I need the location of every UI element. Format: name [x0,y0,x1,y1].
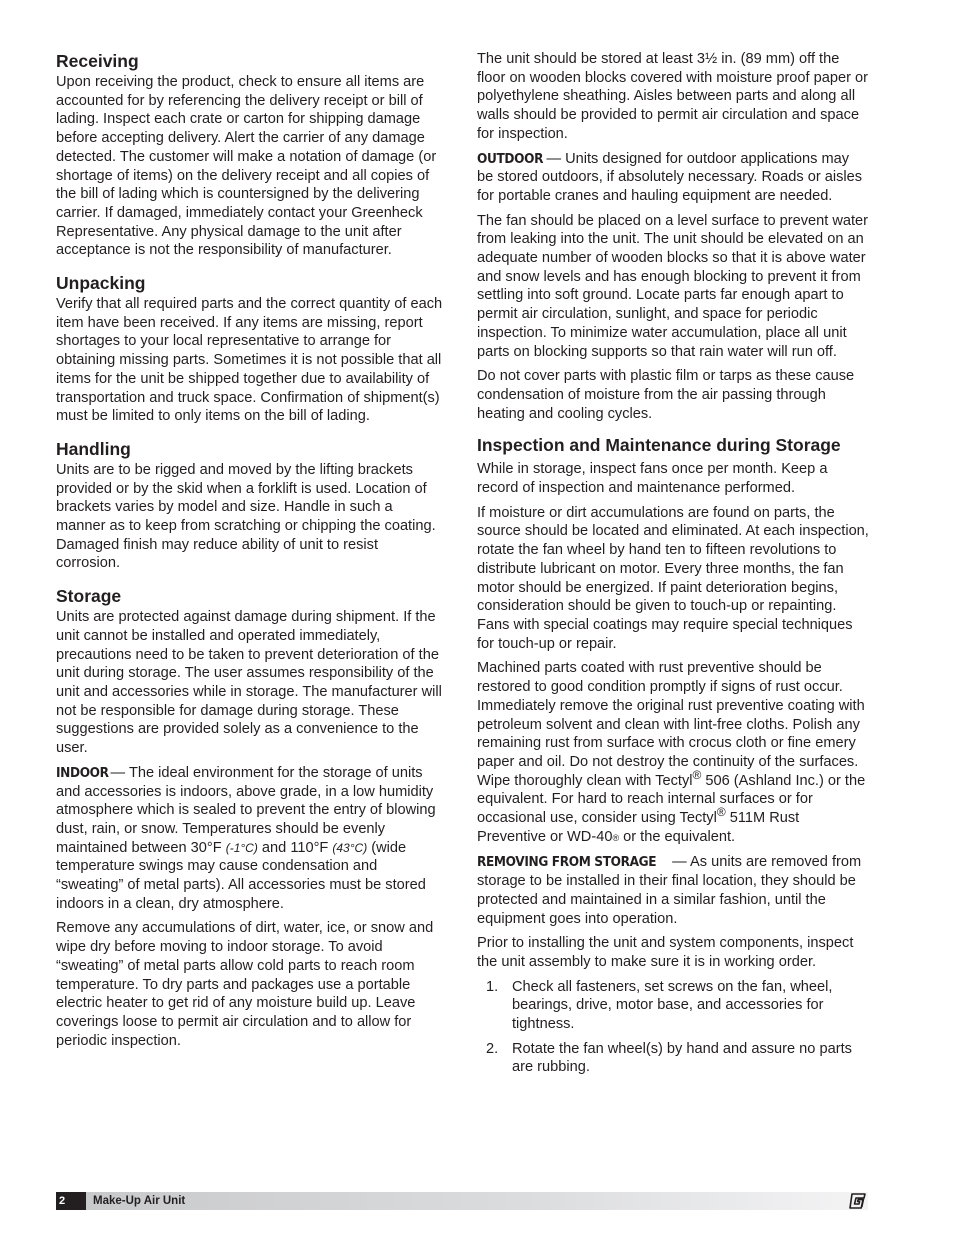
receiving-heading: Receiving [56,51,139,71]
registered-mark-3: ® [612,832,620,843]
handling-section [56,438,446,573]
indoor-label: INDOOR [56,764,109,781]
outdoor-label: OUTDOOR [477,150,544,167]
indoor-text-b: and 110°F [257,839,333,856]
indoor-paragraph [56,764,446,914]
list-item-text: Rotate the fan wheel(s) by hand and assure no parts are rubbing. [512,1040,852,1076]
registered-mark-2: ® [716,805,726,820]
indoor-celsius-high: (43°C) [332,840,368,855]
storage-heading: Storage [56,586,122,607]
remove-accumulations-paragraph: Remove any accumulations of dirt, water, ice, or snow and wipe dry before moving to indoor storage. To avoid “sweating” of metal parts allow cold parts to reach room temperature. To dry parts and packages use a portable electric heater to get rid of any moisture build up. Leave coverings loose to permit air circulation and to allow for periodic inspection. [56,920,434,1049]
handling-heading: Handling [56,438,131,459]
list-item [477,978,869,1034]
fan-placement-paragraph: The fan should be placed on a level surface to prevent water from leaking into the unit. The unit should be elevated on an adequate number of wooden blocks so that it is above water and snow levels and has enough blocking to prevent it from settling into soft ground. Locate parts far enough apart to permit air circulation, sunlight, and space for periodic inspection. To minimize water accumulation, place all unit parts on blocking supports so that rain water will run off. [477,212,869,360]
storage-section [56,585,446,1050]
receiving-body: Upon receiving the product, check to ensure all items are accounted for by referencing the delivery receipt or bill of lading. Inspect each crate or carton for shipping damage before accepting delivery. Alert the carrier of any damage detected. The customer will make a notation of damage (or shortage of items) on the delivery receipt and all copies of the bill of lading which is countersigned by the delivering carrier. If damaged, immediately contact your Greenheck Representative. Any physical damage to the unit after acceptance is not the responsibility of manufacturer. [56,74,437,259]
indoor-dash: — [106,764,129,781]
inspection-p2: If moisture or dirt accumulations are found on parts, the source should be located and eliminated. At each inspection, rotate the fan wheel by hand ten to fifteen revolutions to distribute lubricant on motor. Every three months, the fan motor should be energized. If paint deterioration begins, consideration should be given to touch-up or repainting. Fans with special coatings may require special techniques for touch-up or repair. [477,504,869,652]
checklist [477,978,869,1078]
cover-parts-paragraph: Do not cover parts with plastic film or tarps as these cause condensation of moisture from the air passing through heating and cooling cycles. [477,368,855,422]
inspection-p1: While in storage, inspect fans once per month. Keep a record of inspection and maintenance performed. [477,461,828,497]
indoor-text-c: (wide temperature swings may cause condensation and “sweating” of metal parts). All accessories must be stored indoors in a clean, dry atmosphere. [56,839,426,912]
outdoor-paragraph [477,150,869,206]
inspection-p3-c: 511M Rust Preventive or WD-40 [477,810,800,845]
inspection-p3-b: 506 (Ashland Inc.) or the equivalent. For hard to reach internal surfaces or for occasional use, consider using Tectyl [477,772,866,827]
unpacking-heading: Unpacking [56,273,146,294]
unpacking-section [56,272,446,426]
left-column [56,50,446,1056]
greenheck-g-logo-icon [849,1193,867,1209]
inspection-section [477,434,869,847]
page-number: 2 [56,1192,86,1210]
inspection-p3 [477,659,869,847]
inspection-heading: Inspection and Maintenance during Storage [477,435,841,456]
outdoor-text: Units designed for outdoor applications may be stored outdoors, if absolutely necessary. Roads or aisles for portable cranes and hauling equipment are needed. [477,150,863,204]
list-item [477,1040,869,1077]
indoor-celsius-low: (-1°C) [225,840,258,855]
list-item-number: 2. [486,1040,499,1057]
stored-off-floor-paragraph: The unit should be stored at least 3½ in. (89 mm) off the floor on wooden blocks covered with moisture proof paper or polyethylene sheathing. Aisles between parts and along all walls should be provided to permit air circulation and space for inspection. [477,51,868,142]
registered-mark-1: ® [692,767,702,782]
right-column [477,50,869,1083]
storage-body: Units are protected against damage during shipment. If the unit cannot be installed and operated immediately, precautions need to be taken to prevent deterioration of the unit during storage. The user assumes responsibility of the unit and accessories while in storage. The manufacturer will not be responsible for damage during storage. These suggestions are provided solely as a convenience to the user. [56,609,442,757]
footer-title: Make-Up Air Unit [93,1195,186,1207]
handling-body: Units are to be rigged and moved by the lifting brackets provided or by the skid when a forklift is used. Location of brackets varies by model and size. Handle in such a manner as to keep from scratching or chipping the coating. Damaged finish may reduce ability of unit to resist corrosion. [56,461,436,572]
indoor-text-a: The ideal environment for the storage of units and accessories is indoors, above grade, in a low humidity atmosphere which is sealed to prevent the entry of blowing dust, rain, or snow. Temperatures should be evenly maintained between 30°F [56,764,436,856]
removing-dash: — [668,854,691,871]
prior-installing-paragraph: Prior to installing the unit and system components, inspect the unit assembly to make sure it is in working order. [477,935,854,970]
removing-paragraph [477,853,869,928]
inspection-p3-a: Machined parts coated with rust preventive should be restored to good condition promptly if signs of rust occur. Immediately remove the original rust preventive coating with petroleum solvent and clean with lint-free cloths. Polish any remaining rust from surface with crocus cloth or fine emery paper and oil. Do not destroy the continuity of the surfaces. Wipe thoroughly clean with Tectyl [477,660,865,789]
outdoor-dash: — [542,150,566,167]
list-item-number: 1. [486,978,499,995]
receiving-section [56,50,446,260]
removing-label: REMOVING FROM STORAGE [477,854,657,871]
inspection-p3-d: or the equivalent. [619,828,736,845]
list-item-text: Check all fasteners, set screws on the fan, wheel, bearings, drive, motor base, and accessories for tightness. [512,978,833,1033]
unpacking-body: Verify that all required parts and the correct quantity of each item have been received. If any items are missing, report shortages to your local representative to arrange for obtaining missing parts. Sometimes it is not possible that all items for the unit be shipped together due to availability of transportation and truck space. Confirmation of shipment(s) must be limited to only items on the bill of lading. [56,296,443,425]
removing-text: As units are removed from storage to be installed in their final location, they should be protected and maintained in a similar fashion, until the equipment goes into operation. [477,854,862,927]
